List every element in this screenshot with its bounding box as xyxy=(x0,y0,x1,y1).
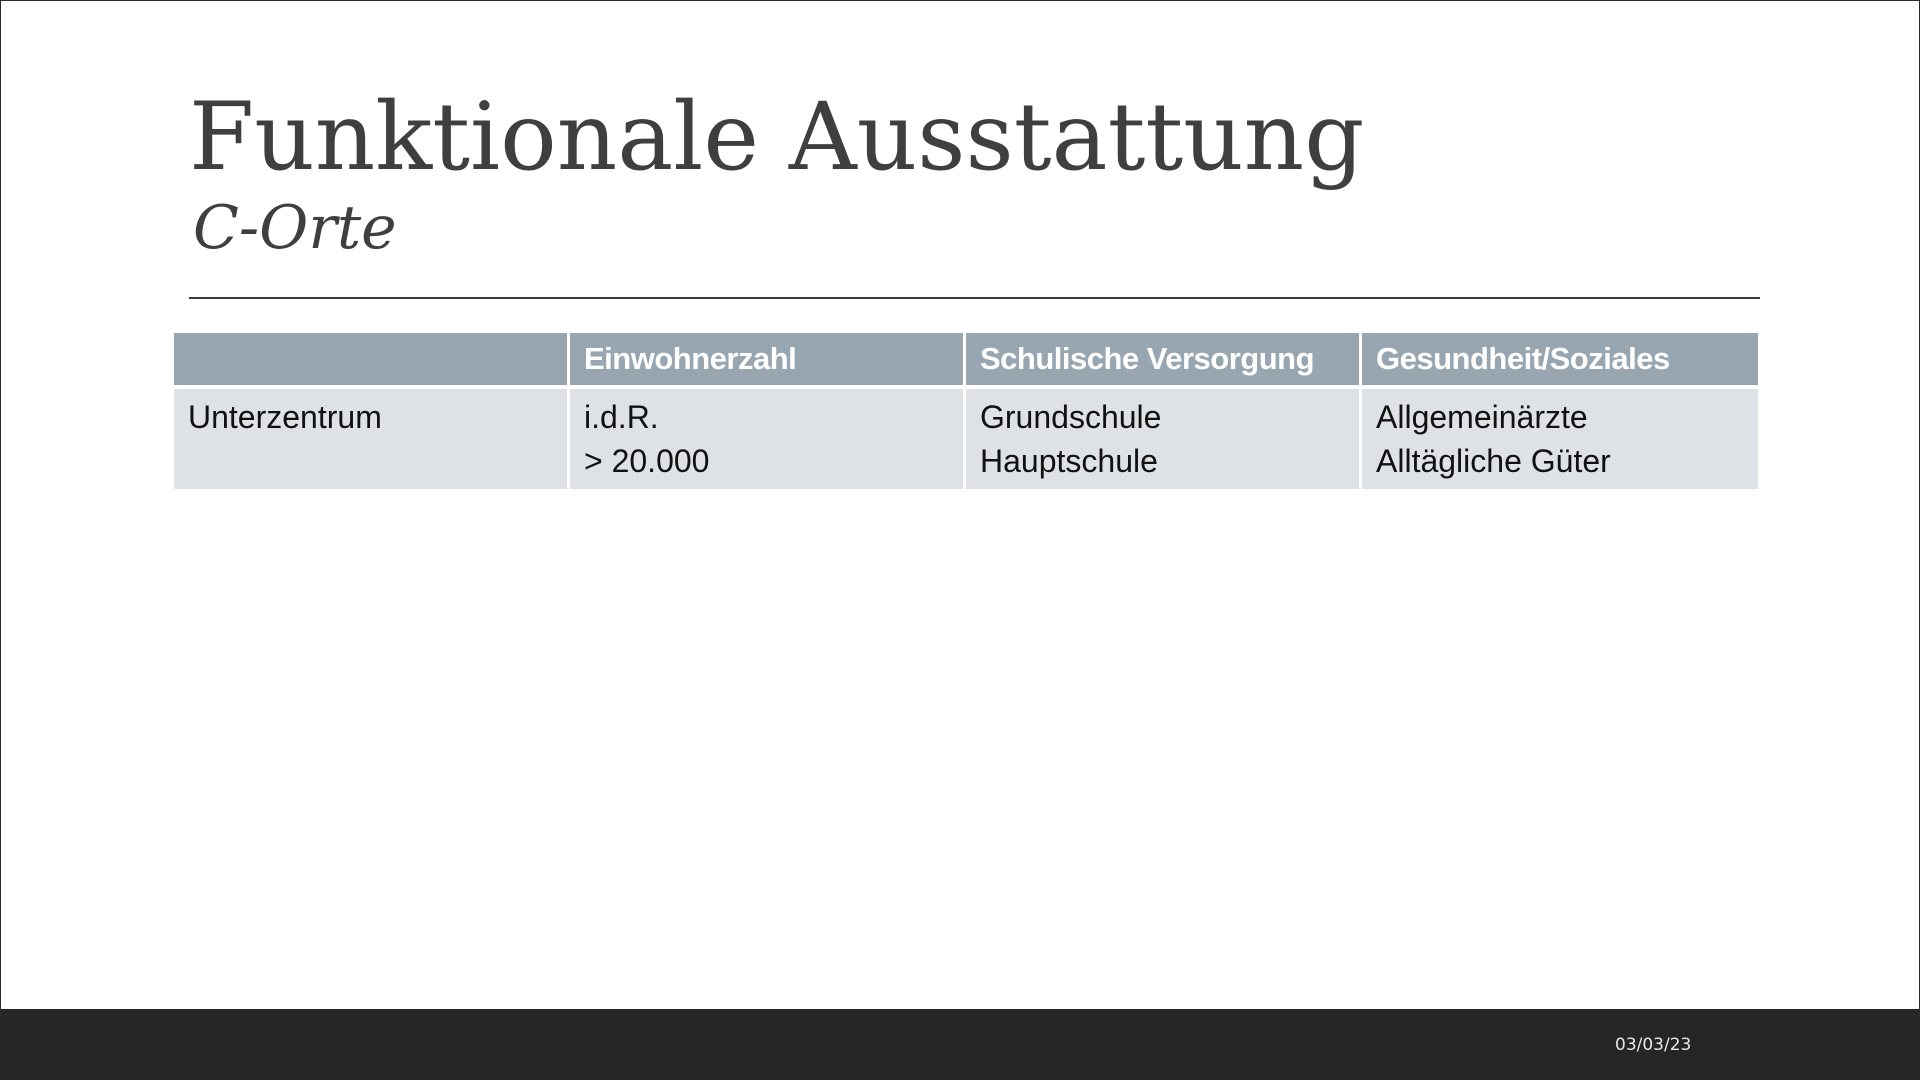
table-header-empty xyxy=(174,333,570,389)
slide-title: Funktionale Ausstattung xyxy=(189,83,1365,192)
cell-line: i.d.R. xyxy=(584,399,659,435)
table-header-row xyxy=(174,333,1758,389)
table-header-schulische-versorgung: Schulische Versorgung xyxy=(966,333,1362,389)
cell-line: Unterzentrum xyxy=(188,399,382,435)
cell-line: Allgemeinärzte xyxy=(1376,399,1588,435)
footer-date: 03/03/23 xyxy=(1615,1035,1692,1055)
cell-line: > 20.000 xyxy=(584,443,710,479)
table-cell-category xyxy=(174,389,570,489)
table-cell-gesundheit-soziales xyxy=(1362,389,1758,489)
table-header-gesundheit-soziales: Gesundheit/Soziales xyxy=(1362,333,1758,389)
cell-line: Alltägliche Güter xyxy=(1376,443,1611,479)
table-cell-schulische-versorgung xyxy=(966,389,1362,489)
footer-bar xyxy=(1,1009,1920,1080)
table-cell-einwohnerzahl xyxy=(570,389,966,489)
comparison-table xyxy=(174,333,1758,489)
table-header-einwohnerzahl: Einwohnerzahl xyxy=(570,333,966,389)
cell-line: Grundschule xyxy=(980,399,1162,435)
cell-line: Hauptschule xyxy=(980,443,1158,479)
slide-subtitle: C-Orte xyxy=(193,193,397,263)
title-divider xyxy=(189,297,1760,299)
table-row xyxy=(174,389,1758,489)
